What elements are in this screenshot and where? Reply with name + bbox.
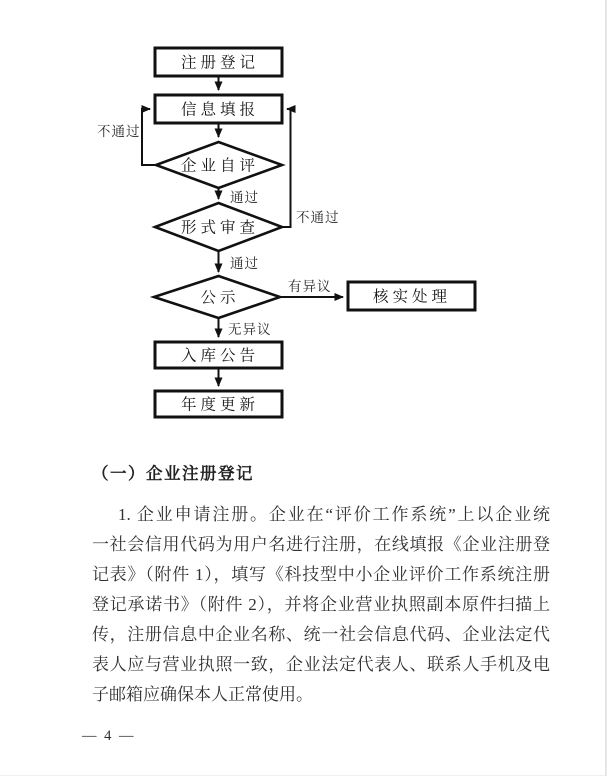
node-selfeval-label: 企业自评 [180,157,260,175]
edge-label-fail-right: 不通过 [296,210,340,225]
paragraph-line: 1. 企业申请注册。企业在“评价工作系统”上以企业统 [118,505,550,524]
paragraph-line: 传，注册信息中企业名称、统一社会信息代码、企业法定代 [92,625,550,644]
node-register-label: 注册登记 [180,54,260,72]
paragraph-line: 子邮箱应确保本人正常使用。 [92,685,313,704]
paragraph-line: 登记承诺书》（附件 2），并将企业营业执照副本原件扫描上 [92,595,550,614]
body-text-block [92,460,550,710]
edge-label-no-objection: 无异议 [228,322,272,337]
edge-label-pass-bottom: 通过 [230,256,259,271]
node-update-label: 年度更新 [180,396,260,414]
node-publicity-label: 公示 [200,289,240,307]
edge-label-objection: 有异议 [288,279,332,294]
paragraph-line: 记表》（附件 1），填写《科技型中小企业评价工作系统注册 [92,565,550,584]
paragraph-line: 表人应与营业执照一致，企业法定代表人、联系人手机及电 [92,655,550,674]
node-verify-label: 核实处理 [372,288,452,306]
section-heading: （一）企业注册登记 [92,464,254,483]
node-announce-label: 入库公告 [180,347,260,365]
node-review-label: 形式审查 [180,219,260,237]
edge-label-fail-left: 不通过 [97,124,141,139]
loop-review-fail [282,109,291,227]
edge-label-pass-top: 通过 [230,190,259,205]
paragraph-line: 一社会信用代码为用户名进行注册，在线填报《企业注册登 [92,535,550,554]
node-fillinfo-label: 信息填报 [180,101,260,119]
page-number: — 4 — [82,728,136,744]
